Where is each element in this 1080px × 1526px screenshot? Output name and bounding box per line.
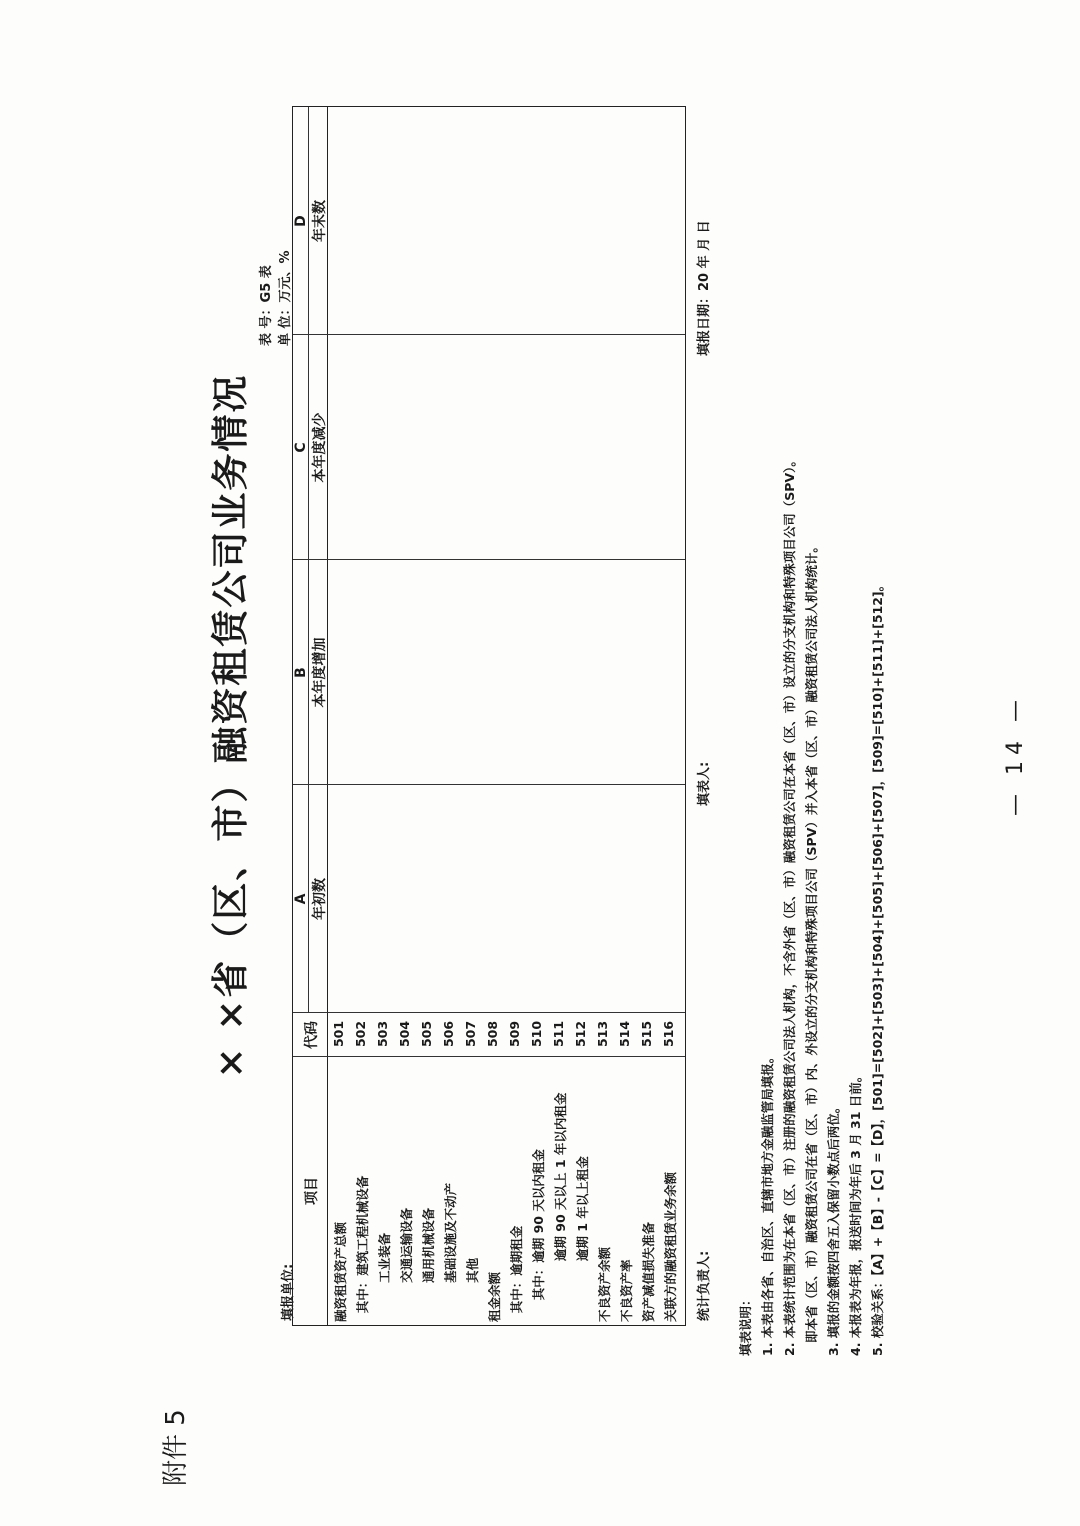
table-row: 租金余额 (487, 1271, 502, 1322)
table-row: 基础设施及不动产 (443, 1182, 458, 1322)
preparer-label: 填表人: (697, 761, 712, 806)
item-column (329, 1057, 683, 1325)
table-row: 通用机械设备 (421, 1207, 436, 1322)
col-line-c (293, 334, 685, 335)
row-code: 506 (441, 1020, 456, 1048)
header-code: 代码 (304, 1021, 320, 1049)
table-row: 逾期 90 天以上 1 年以内租金 (553, 1092, 568, 1322)
notes-heading: 填表说明： (738, 1293, 753, 1356)
statistician-label: 统计负责人: (697, 1250, 712, 1321)
row-code: 508 (485, 1020, 500, 1048)
table-number: 表 号：G5 表 (259, 265, 274, 346)
header-d-letter: D (293, 215, 309, 227)
form-title: × ×省（区、市）融资租赁公司业务情况 (208, 373, 252, 1079)
attachment-label: 附件 5 (161, 1409, 191, 1486)
header-c-label: 本年度减少 (312, 412, 328, 483)
table-row: 交通运输设备 (399, 1207, 414, 1322)
header-d-label: 年末数 (312, 200, 328, 242)
unit-label: 单 位：万元、% (278, 250, 293, 346)
table-row: 其中：逾期租金 (509, 1225, 524, 1322)
header-a-label: 年初数 (312, 878, 328, 920)
table-row: 其他 (465, 1257, 480, 1322)
row-code: 511 (551, 1020, 566, 1048)
table-row: 其中：建筑工程机械设备 (355, 1175, 370, 1322)
note-line: 即本省（区、市）融资租赁公司在省（区、市）内、外设立的分支机构和特殊项目公司（SPV）并入本省（区、市）融资租赁公司法人机构统计。 (804, 540, 819, 1356)
row-code: 504 (397, 1020, 412, 1048)
row-code: 501 (331, 1020, 346, 1048)
table-row: 不良资产率 (619, 1259, 634, 1322)
col-line-a (293, 784, 685, 785)
row-code: 514 (617, 1020, 632, 1048)
fill-instructions (735, 454, 889, 1356)
fill-date-label: 填报日期：20 年 月 日 (697, 220, 712, 356)
page-number: — 14 — (1003, 694, 1028, 816)
row-code: 507 (463, 1020, 478, 1048)
row-code: 513 (595, 1020, 610, 1048)
header-item: 项目 (304, 1177, 320, 1205)
table-row: 逾期 1 年以上租金 (575, 1156, 590, 1322)
row-code: 515 (639, 1020, 654, 1048)
note-line: 1. 本表由各省、自治区、直辖市地方金融监管局填报。 (760, 1050, 775, 1356)
table-row: 融资租赁资产总额 (333, 1221, 348, 1322)
header-a-letter: A (293, 893, 309, 905)
note-line: 4. 本报表为年报，报送时间为年后 3 月 31 日前。 (848, 1069, 863, 1356)
header-b-label: 本年度增加 (312, 637, 328, 708)
row-code: 512 (573, 1020, 588, 1048)
note-line: 2. 本表统计范围为在本省（区、市）注册的融资租赁公司法人机构，不含外省（区、市）融资租赁公司在本省（区、市）设立的分支机构和特殊项目公司（SPV）。 (782, 454, 797, 1356)
table-row: 其中：逾期 90 天以内租金 (531, 1149, 546, 1322)
code-column (329, 1013, 683, 1055)
row-code: 503 (375, 1020, 390, 1048)
note-line: 5. 校验关系：【A】+【B】-【C】=【D】，[501]=[502]+[503]+[504]+[505]+[506]+[507]，[509]=[510]+[511]+[512]。 (870, 578, 885, 1356)
table-row: 不良资产余额 (597, 1246, 612, 1322)
row-code: 516 (661, 1020, 676, 1048)
table-rows (329, 1013, 683, 1325)
header-c-letter: C (293, 442, 309, 453)
table-row: 关联方的融资租赁业务余额 (663, 1171, 678, 1322)
row-code: 510 (529, 1020, 544, 1048)
note-line: 3. 填报的金额按四舍五入保留小数点后两位。 (826, 1100, 841, 1356)
table-row: 资产减值损失准备 (641, 1221, 656, 1322)
col-line-b (293, 559, 685, 560)
row-code: 509 (507, 1020, 522, 1048)
header-b-letter: B (293, 667, 309, 678)
business-table (292, 106, 686, 1326)
filler-unit-label: 填报单位: (281, 1263, 296, 1321)
row-code: 502 (353, 1020, 368, 1048)
row-code: 505 (419, 1020, 434, 1048)
table-row: 工业装备 (377, 1232, 392, 1322)
